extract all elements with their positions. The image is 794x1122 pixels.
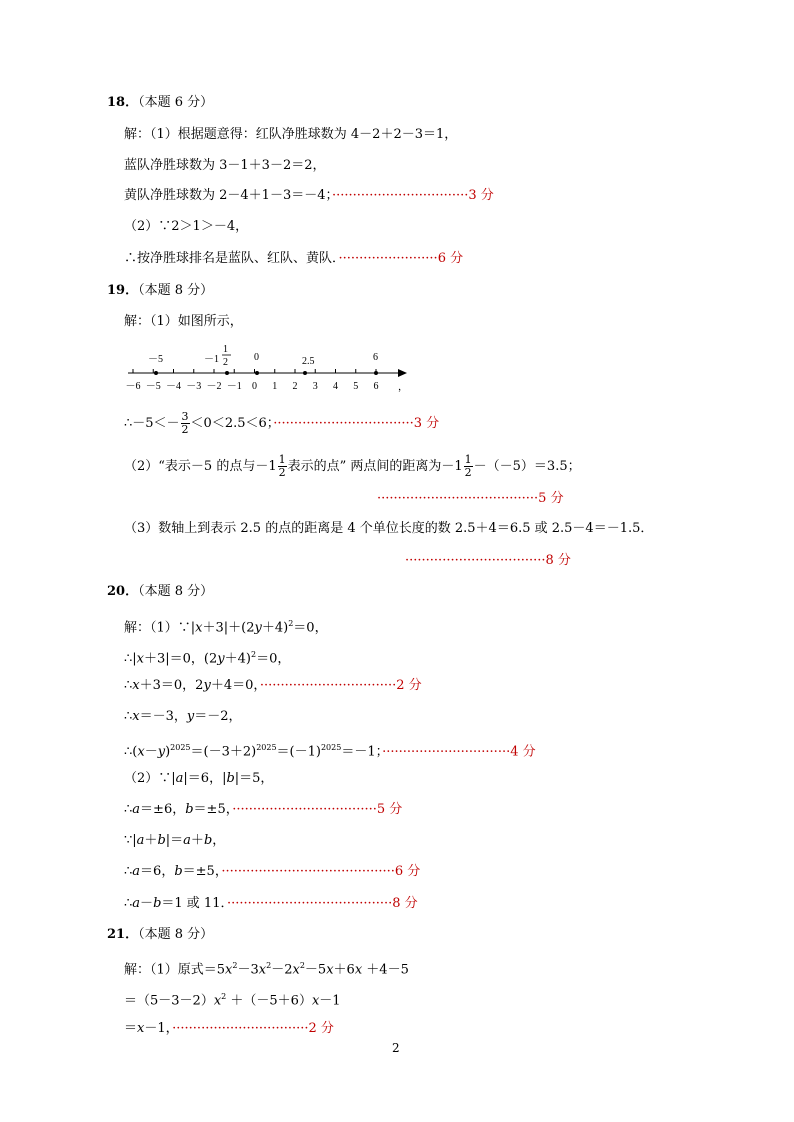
t: ＝6， [140,864,175,879]
point-six [374,371,378,375]
var-x: x [311,993,320,1009]
number-line-tick-label: －5 [145,381,161,392]
q19-line3-score-line [377,491,564,507]
var-x: x [137,1021,145,1036]
q18-line3-text: 黄队净胜球数为 2－4＋1－3＝－4； [124,188,332,203]
number-line-tick-label: 4 [333,381,338,392]
t: ＝0， [293,620,328,636]
t: － [144,744,158,760]
q21-line2 [124,989,341,1009]
var-a: a [136,833,145,848]
t: ∴ [124,678,133,693]
exponent: 2 [221,992,227,1001]
q20-line3 [124,678,422,694]
number-line-tick-label: －1 [226,381,242,392]
t: 解：（1）原式＝5 [124,962,226,978]
q19-line3-c: －（－5）＝3.5； [473,459,581,474]
number-line-tick-label: 3 [312,381,318,392]
number-line-tick-label: －6 [125,381,141,392]
point-neg1-half [225,371,229,375]
t: ＋4－5 [362,962,409,978]
t: －1 [319,993,341,1009]
t: ＝(－3＋2) [190,744,257,760]
q19-line4-score-line [405,553,571,569]
var-x: x [326,962,334,978]
dotted-leader: ································· [172,1021,309,1036]
t: － [140,896,154,911]
t: ＋4＝0， [210,678,260,693]
point-neg5 [154,371,158,375]
var-a: a [175,771,184,786]
var-a: a [132,864,141,879]
var-y: y [157,744,166,760]
var-b: b [226,771,235,786]
score-mark: 5 分 [538,491,564,506]
t: ∴ [124,864,133,879]
score-mark: 3 分 [413,416,440,431]
var-x: x [137,744,145,760]
label-frac-den: 2 [223,357,228,368]
q21-number: 21． [107,927,139,942]
q21-line1 [124,958,409,978]
number-line-figure [118,340,418,400]
trailing-comma: ， [398,382,408,393]
t: ＝(－1) [276,744,321,760]
q18-line3 [124,188,494,204]
var-y: y [254,620,262,636]
t: ∴ [124,709,133,724]
var-x: x [132,709,140,724]
t: |＝6，| [183,771,227,786]
var-y: y [217,651,225,667]
q20-line7 [124,802,402,818]
var-a: a [132,896,141,911]
q19-number: 19． [107,283,139,298]
fraction [278,454,287,479]
t: －2 [271,962,293,978]
q19-points: （本题 8 分） [138,283,214,298]
t: －1， [144,1021,173,1036]
q20-line9 [124,864,420,880]
t: ＝（5－3－2） [124,993,214,1009]
label-six: 6 [373,352,378,363]
t: ＋（－5＋6） [226,993,312,1009]
number-line-tick-label: －3 [186,381,202,392]
t: |＝5， [234,771,274,786]
t: ∴( [124,744,138,760]
score-mark: 2 分 [308,1021,334,1036]
t: ＋3＝0，2 [139,678,204,693]
q21-line3 [124,1021,334,1037]
exponent: 2 [288,619,294,628]
number-line-arrow [398,369,407,377]
fraction-num: 3 [181,410,189,423]
var-x: x [213,993,222,1009]
q19-line1: 解：（1）如图所示， [124,314,243,329]
q20-line2 [124,647,290,667]
q18-line4: （2）∵2＞1＞－4， [124,219,249,234]
exponent: 2025 [256,743,277,752]
dotted-leader: ·········································· [221,864,395,879]
t: ) [165,744,171,760]
var-a: a [132,802,141,817]
q20-line4 [124,709,242,725]
t: ＝1 或 11． [161,896,227,911]
var-b: b [185,802,194,817]
score-mark: 5 分 [376,802,403,817]
dotted-leader: ········································ [226,896,393,911]
t: ＝±5， [182,864,222,879]
q18-header [107,95,213,111]
q18-line5-text: ∴按净胜球排名是蓝队、红队、黄队． [124,251,339,266]
number-line-tick-label: 2 [292,381,298,392]
exponent: 2 [299,961,305,970]
exponent: 2 [266,961,272,970]
var-x: x [132,678,140,693]
q20-line8 [124,833,225,849]
t: ＋4) [261,620,289,636]
dotted-leader: ··································· [232,802,377,817]
q19-line2-b: ＜0＜2.5＜6； [190,416,274,431]
q21-header [107,927,213,943]
number-line-ticks [133,369,376,373]
score-mark: 4 分 [510,744,536,760]
dotted-leader: ······························· [382,744,511,760]
var-b: b [153,896,162,911]
t: ∴ [124,802,133,817]
t: ＋6 [333,962,355,978]
label-2-5: 2.5 [302,356,315,367]
q18-number: 18． [107,95,139,110]
t: ＝－1； [341,744,383,760]
t: 解：（1）∵| [124,620,196,636]
point-2-5 [303,371,307,375]
q18-line2: 蓝队净胜球数为 3－1＋3－2＝2， [124,158,326,173]
q20-header [107,584,213,600]
dotted-leader: ·································· [273,416,414,431]
fraction-num: 1 [278,453,286,466]
number-line-tick-labels [126,381,379,392]
q20-number: 20． [107,584,139,599]
q19-line3 [124,454,581,479]
t: ＝±6， [140,802,186,817]
q19-line3-b: 表示的点” 两点间的距离为－1 [287,459,463,474]
var-x: x [292,962,300,978]
t: ＋3|＝0，(2 [144,651,218,667]
exponent: 2025 [170,743,191,752]
page-number: 2 [392,1041,400,1055]
t: ＋4) [224,651,251,667]
q20-line10 [124,896,418,912]
label-zero: 0 [254,352,259,363]
exponent: 2 [250,650,257,659]
exponent: 2 [232,961,238,970]
dotted-leader: ·································· [405,553,546,568]
q20-line1 [124,616,328,636]
dotted-leader: ······································· [377,491,539,506]
t: ∵| [124,833,137,848]
fraction-num: 1 [464,453,472,466]
point-zero [255,371,259,375]
fraction-den: 2 [181,423,189,436]
var-b: b [157,833,166,848]
q18-line5 [124,251,463,267]
fraction-den: 2 [464,466,472,479]
q20-points: （本题 8 分） [138,584,214,599]
number-line-tick-label: 5 [353,381,359,392]
number-line-tick-label: 0 [252,381,257,392]
score-mark: 2 分 [396,678,422,693]
t: |＝ [165,833,184,848]
var-x: x [195,620,203,636]
t: －3 [237,962,259,978]
q20-line6 [124,771,273,787]
q18-line1: 解：（1）根据题意得：红队净胜球数为 4－2＋2－3＝1， [124,127,458,142]
q20-line5 [124,740,536,760]
exponent: 2025 [320,743,342,752]
score-mark: 6 分 [437,251,464,266]
var-a: a [183,833,191,848]
score-mark: 8 分 [545,553,571,568]
t: ＋ [190,833,204,848]
t: ＋ [144,833,158,848]
number-line-tick-label: －4 [166,381,181,392]
fraction-den: 2 [278,466,286,479]
t: ＝±5， [193,802,233,817]
var-b: b [174,864,183,879]
var-y: y [203,678,211,693]
var-x: x [136,651,144,667]
dotted-leader: ································· [332,188,469,203]
t: ＝ [124,1021,138,1036]
t: ＋3|＋(2 [202,620,255,636]
label-frac-num: 1 [223,344,228,355]
number-line-tick-label: 1 [272,381,278,392]
number-line-tick-label: －2 [206,381,222,392]
q19-line3-a: （2）“表示－5 的点与－1 [124,459,277,474]
q19-line2-a: ∴－5＜－ [124,416,180,431]
label-neg1: －1 [204,354,219,365]
q21-points: （本题 8 分） [138,927,214,942]
score-mark: 6 分 [394,864,421,879]
t: ＝－2， [194,709,242,724]
q19-line2 [124,411,439,436]
var-x: x [258,962,267,978]
dotted-leader: ································· [259,678,397,693]
t: ＝－3， [139,709,187,724]
t: ∴ [124,896,133,911]
t: ， [212,833,226,848]
q18-points: （本题 6 分） [138,95,214,110]
fraction [181,411,190,436]
var-b: b [203,833,213,848]
fraction [464,454,473,479]
score-mark: 3 分 [468,188,494,203]
t: ＝0， [256,651,291,667]
dotted-leader: ························ [338,251,438,266]
number-line-tick-label: 6 [373,381,379,392]
var-x: x [354,962,363,978]
t: （2）∵| [124,771,176,786]
t: ∴| [124,651,137,667]
q19-header [107,283,213,299]
label-neg5: －5 [148,354,163,365]
score-mark: 8 分 [392,896,418,911]
t: －5 [304,962,327,978]
q19-line4: （3）数轴上到表示 2.5 的点的距离是 4 个单位长度的数 2.5＋4＝6.5 或 2.5－4＝－1.5． [124,521,654,536]
var-y: y [186,709,195,724]
var-x: x [225,962,233,978]
